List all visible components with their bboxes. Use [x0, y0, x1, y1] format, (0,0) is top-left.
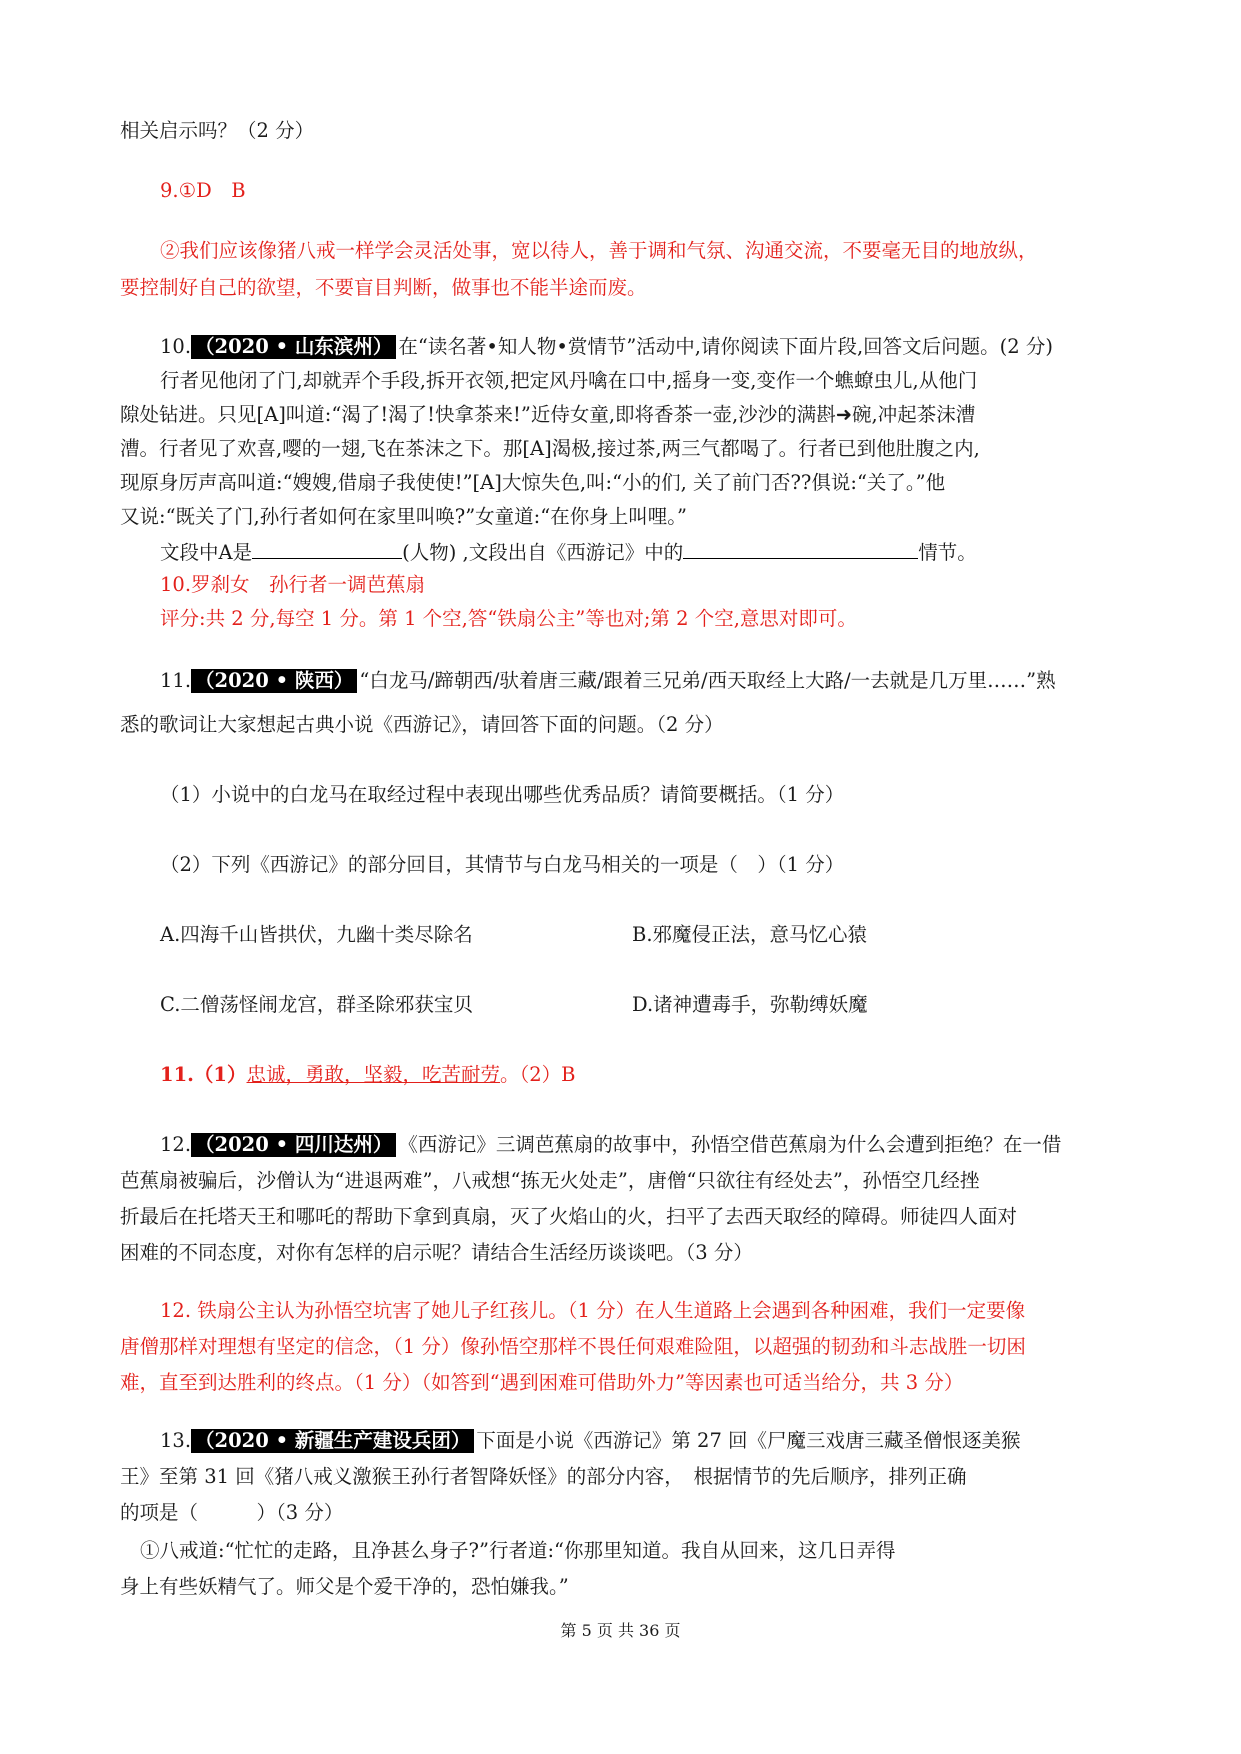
option-d	[632, 992, 868, 1018]
answer-underlined: 忠诚，勇敢，坚毅，吃苦耐劳	[246, 1063, 501, 1086]
answer-text: 。（2）B	[500, 1063, 576, 1086]
source-tag: （2020 • 山东滨州）	[191, 335, 396, 359]
question-11-line2: 悉的歌词让大家想起古典小说《西游记》，请回答下面的问题。（2 分）	[120, 713, 724, 736]
question-12-line: 折最后在托塔天王和哪吒的帮助下拿到真扇，灭了火焰山的火，扫平了去西天取经的障碍。师徒四人面对	[120, 1205, 1018, 1228]
source-tag: （2020 • 四川达州）	[191, 1133, 396, 1157]
page-footer: 第 5 页 共 36 页	[560, 1621, 681, 1640]
option-text: B.邪魔侵正法，意马忆心猿	[632, 923, 868, 946]
question-number: 11.	[160, 669, 192, 692]
fill-text: (人物) ,文段出自《西游记》中的	[402, 541, 684, 564]
text-line: 相关启示吗？（2 分）	[120, 119, 315, 142]
answer-blank[interactable]	[252, 538, 402, 559]
answer-9-part2-line1: ②我们应该像猪八戒一样学会灵活处事，宽以待人，善于调和气氛、沟通交流，不要毫无目的地放纵，	[160, 239, 1038, 262]
question-text: 《西游记》三调芭蕉扇的故事中，孙悟空借芭蕉扇为什么会遭到拒绝？在一借	[398, 1133, 1062, 1156]
passage-line: 行者见他闭了门,却就弄个手段,拆开衣领,把定风丹噙在口中,摇身一变,变作一个蟭蟟虫儿,从他门	[160, 369, 978, 392]
answer-9: 9.①D B	[160, 179, 246, 202]
answer-9-part2-line2: 要控制好自己的欲望，不要盲目判断，做事也不能半途而废。	[120, 276, 647, 299]
question-number: 10.	[160, 335, 192, 358]
question-13-line: 的项是（ ）（3 分）	[120, 1501, 344, 1524]
answer-12-line: 唐僧那样对理想有坚定的信念，（1 分）像孙悟空那样不畏任何艰难险阻，以超强的韧劲和斗志战胜一切困	[120, 1335, 1026, 1358]
answer-10-scoring: 评分:共 2 分,每空 1 分。第 1 个空,答“铁扇公主”等也对;第 2 个空,意思对即可。	[160, 607, 857, 630]
source-tag: （2020 • 陕西）	[191, 669, 357, 693]
question-10-heading	[160, 334, 1053, 360]
option-text: D.诸神遭毒手，弥勒缚妖魔	[632, 993, 868, 1016]
answer-label: 11.（1）	[160, 1063, 247, 1086]
option-c	[160, 992, 473, 1018]
question-12-line: 芭蕉扇被骗后，沙僧认为“进退两难”，八戒想“拣无火处走”，唐僧“只欲往有经处去”，孙悟空几经挫	[120, 1169, 980, 1192]
answer-10: 10.罗刹女 孙行者一调芭蕉扇	[160, 573, 426, 596]
passage-line: 现原身厉声高叫道:“嫂嫂,借扇子我使使!”[A]大惊失色,叫:“小的们, 关了前门否??俱说:“关了。”他	[120, 471, 946, 494]
question-13-heading	[160, 1428, 1021, 1454]
question-text: 在“读名著•知人物•赏情节”活动中,请你阅读下面片段,回答文后问题。(2 分)	[398, 335, 1054, 358]
fill-text: 情节。	[918, 541, 977, 564]
question-13-passage: ①八戒道:“忙忙的走路，且净甚么身子?”行者道:“你那里知道。我自从回来，这几日弄得	[140, 1539, 896, 1562]
question-11-sub2: （2）下列《西游记》的部分回目，其情节与白龙马相关的一项是（ ）（1 分）	[160, 853, 845, 876]
option-a	[160, 922, 473, 948]
question-12-heading	[160, 1132, 1061, 1158]
fill-text: 文段中A是	[160, 541, 253, 564]
question-10-fill	[160, 538, 977, 566]
passage-line: 隙处钻进。只见[A]叫道:“渴了!渴了!快拿茶来!”近侍女童,即将香茶一壶,沙沙的满斟➜碗,冲起茶沫漕	[120, 403, 976, 426]
answer-11	[160, 1062, 576, 1088]
question-11-sub1: （1）小说中的白龙马在取经过程中表现出哪些优秀品质？请简要概括。（1 分）	[160, 783, 845, 806]
question-12-line: 困难的不同态度，对你有怎样的启示呢？请结合生活经历谈谈吧。（3 分）	[120, 1241, 753, 1264]
question-11-heading	[160, 668, 1056, 694]
source-tag: （2020 • 新疆生产建设兵团）	[191, 1429, 474, 1453]
passage-line: 又说:“既关了门,孙行者如何在家里叫唤?”女童道:“在你身上叫哩。”	[120, 505, 687, 528]
answer-12-line: 难，直至到达胜利的终点。（1 分）（如答到“遇到困难可借助外力”等因素也可适当给分，共 3 分）	[120, 1371, 964, 1394]
option-b	[632, 922, 867, 948]
answer-12-line: 12. 铁扇公主认为孙悟空坑害了她儿子红孩儿。（1 分）在人生道路上会遇到各种困难，我们一定要像	[160, 1299, 1026, 1322]
passage-line: 漕。行者见了欢喜,嘤的一翅,飞在茶沫之下。那[A]渴极,接过茶,两三气都喝了。行者已到他肚腹之内,	[120, 437, 980, 460]
question-13-line: 王》至第 31 回《猪八戒义激猴王孙行者智降妖怪》的部分内容， 根据情节的先后顺序，排列正确	[120, 1465, 967, 1488]
question-text: 下面是小说《西游记》第 27 回《尸魔三戏唐三藏圣僧恨逐美猴	[476, 1429, 1021, 1452]
question-text: “白龙马/蹄朝西/驮着唐三藏/跟着三兄弟/西天取经上大路/一去就是几万里……”熟	[359, 669, 1056, 692]
answer-blank[interactable]	[683, 538, 918, 559]
option-text: C.二僧荡怪闹龙宫，群圣除邪获宝贝	[160, 993, 473, 1016]
question-13-passage: 身上有些妖精气了。师父是个爱干净的，恐怕嫌我。”	[120, 1575, 569, 1598]
question-number: 12.	[160, 1133, 192, 1156]
option-text: A.四海千山皆拱伏，九幽十类尽除名	[160, 923, 473, 946]
question-number: 13.	[160, 1429, 192, 1452]
